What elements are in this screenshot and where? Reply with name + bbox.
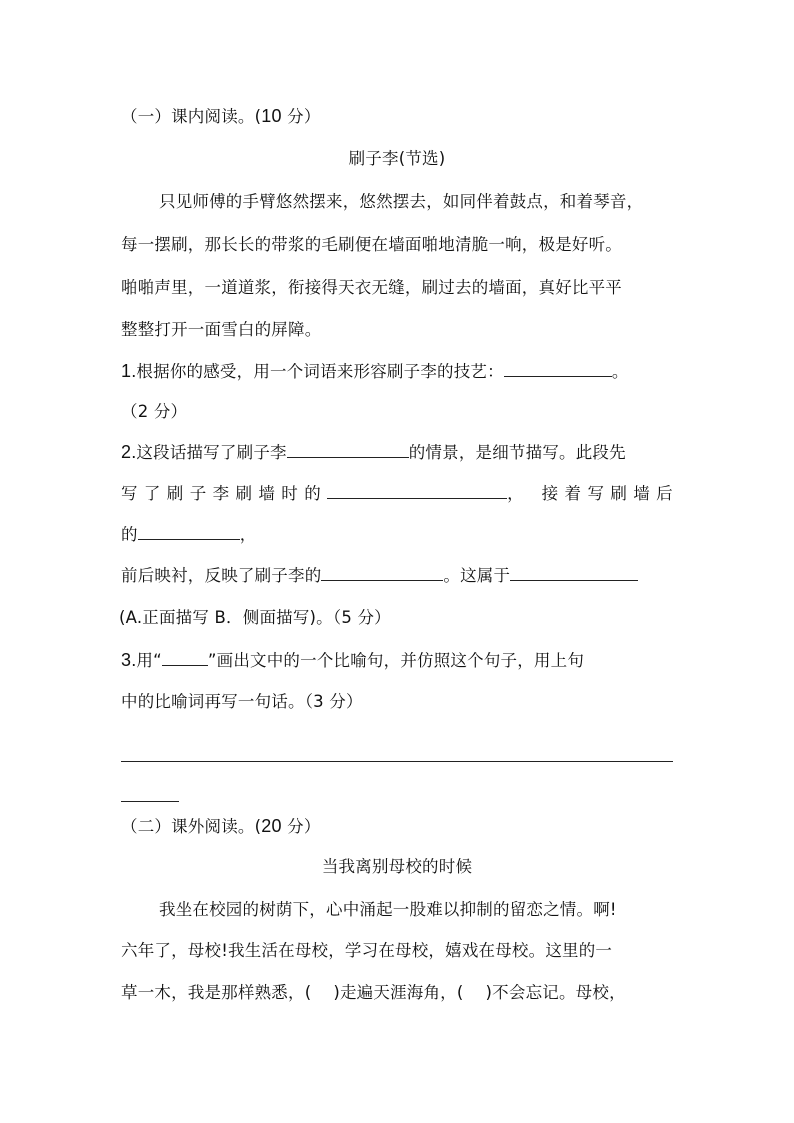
question-2-text-d: ， 接着写刷墙后 bbox=[507, 484, 680, 503]
question-2-blank-5[interactable] bbox=[510, 564, 638, 581]
question-2-text-g: 前后映衬，反映了刷子李的 bbox=[121, 566, 322, 585]
question-2-line-4 bbox=[121, 564, 638, 588]
question-2-line-3 bbox=[121, 523, 256, 547]
question-2-text-h: 。这属于 bbox=[443, 566, 511, 585]
passage2-line-1: 我坐在校园的树荫下，心中涌起一股难以抑制的留恋之情。啊! bbox=[159, 900, 617, 919]
question-2-line-2 bbox=[121, 482, 679, 506]
passage1-line-4: 整整打开一面雪白的屏障。 bbox=[121, 320, 322, 339]
question-2-number: 2. bbox=[121, 442, 137, 462]
passage2-line-3-b: )走遍天涯海角，( bbox=[333, 983, 464, 1002]
question-1-answer-blank[interactable] bbox=[504, 360, 612, 377]
section2-heading bbox=[121, 814, 321, 839]
question-3-answer-line[interactable] bbox=[121, 761, 673, 762]
question-1-text: 根据你的感受，用一个词语来形容刷子李的技艺： bbox=[136, 362, 504, 381]
question-2-text-e: 的 bbox=[121, 525, 138, 544]
question-2-blank-3[interactable] bbox=[138, 523, 240, 540]
section1-heading-prefix: （一）课内阅读。( bbox=[121, 107, 262, 126]
passage1-title: 刷子李(节选) bbox=[348, 149, 446, 168]
passage2-line-2: 六年了，母校!我生活在母校，学习在母校，嬉戏在母校。这里的一 bbox=[121, 941, 613, 960]
passage2-line-3 bbox=[121, 981, 626, 1005]
question-2-text-c: 写了刷子李刷墙时的 bbox=[121, 484, 328, 503]
question-2-blank-4[interactable] bbox=[321, 564, 443, 581]
question-1-number: 1. bbox=[121, 361, 137, 381]
passage2-title: 当我离别母校的时候 bbox=[321, 857, 473, 876]
question-3-answer-line-short[interactable] bbox=[121, 801, 179, 802]
question-2-text-a: 这段话描写了刷子李 bbox=[136, 443, 287, 462]
question-1-score: （2 分） bbox=[121, 402, 188, 421]
section2-score: 20 bbox=[261, 816, 282, 836]
passage1-line-2: 每一摆刷，那长长的带浆的毛刷便在墙面啪地清脆一响，极是好听。 bbox=[121, 235, 622, 254]
section1-heading bbox=[121, 104, 321, 129]
question-3-line-2: 中的比喻词再写一句话。（3 分） bbox=[121, 692, 363, 711]
question-3-text-a: 用“ bbox=[136, 651, 162, 670]
question-3-number: 3. bbox=[121, 650, 137, 670]
question-3-line-1 bbox=[121, 648, 584, 673]
question-3-underline-sample bbox=[162, 649, 208, 666]
question-2-text-f: ， bbox=[239, 525, 257, 544]
question-2-text-b: 的情景，是细节描写。此段先 bbox=[408, 443, 626, 462]
question-2-blank-2[interactable] bbox=[327, 482, 507, 499]
question-2-line-1 bbox=[121, 440, 626, 465]
passage2-line-3-a: 草一木，我是那样熟悉，( bbox=[121, 983, 312, 1002]
question-3-text-b: ”画出文中的一个比喻句，并仿照这个句子，用上句 bbox=[207, 651, 585, 670]
question-2-blank-1[interactable] bbox=[287, 441, 409, 458]
question-2-line-5: (A.正面描写 B．侧面描写)。（5 分） bbox=[119, 608, 391, 627]
question-1-end: 。 bbox=[611, 362, 629, 381]
passage1-line-3: 啪啪声里，一道道浆，衔接得天衣无缝，刷过去的墙面，真好比平平 bbox=[121, 278, 622, 297]
section2-heading-prefix: （二）课外阅读。( bbox=[121, 817, 262, 836]
passage1-line-1: 只见师傅的手臂悠然摆来，悠然摆去，如同伴着鼓点，和着琴音， bbox=[159, 192, 644, 211]
section1-heading-suffix: 分） bbox=[281, 107, 321, 126]
question-1 bbox=[121, 359, 629, 384]
passage2-line-3-c: )不会忘记。母校， bbox=[485, 983, 626, 1002]
section2-heading-suffix: 分） bbox=[281, 817, 321, 836]
section1-score: 10 bbox=[261, 106, 282, 126]
